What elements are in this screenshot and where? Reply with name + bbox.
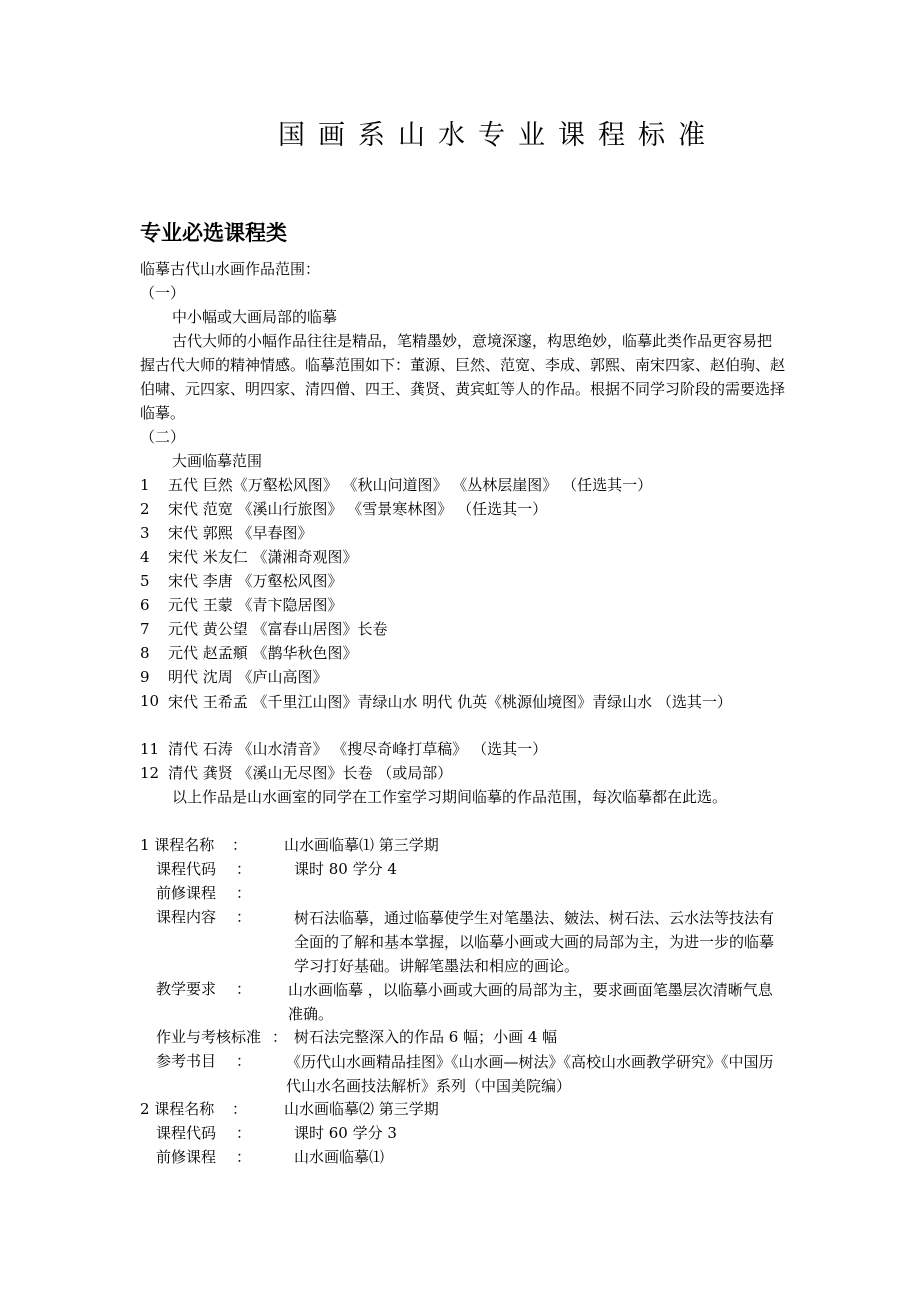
list-item-number: 12 [140,764,160,782]
colon: ： [236,884,252,902]
colon: ： [236,1124,252,1142]
part2-closing: 以上作品是山水画室的同学在工作室学习期间临摹的作品范围，每次临摹都在此选。 [172,788,728,806]
list-item-number: 3 [140,524,150,542]
list-item: 五代 巨然《万壑松风图》 《秋山问道图》 《丛林层崖图》 （任选其一） [168,476,653,494]
course1-books-label: 参考书目 [156,1052,217,1070]
list-item-number: 2 [140,500,150,518]
colon: ： [232,836,248,854]
course2-prereq-value: 山水画临摹⑴ [294,1148,385,1166]
course1-content-value: 树石法临摹，通过临摹使学生对笔墨法、皴法、树石法、云水法等技法有全面的了解和基本掌握，以临摹小画或大画的局部为主，为进一步的临摹学习打好基础。讲解笔墨法和相应的画论。 [294,909,775,975]
course1-books-value: 《历代山水画精品挂图》《山水画—树法》《高校山水画教学研究》《中国历代山水名画技法解析》系列（中国美院编） [286,1053,774,1095]
course2-name-label: 2 课程名称 [140,1100,215,1118]
part1-subtitle: 中小幅或大画局部的临摹 [172,308,338,326]
list-item: 明代 沈周 《庐山高图》 [168,668,328,686]
course2-code-label: 课程代码 [156,1124,217,1142]
course1-prereq-label: 前修课程 [156,884,217,902]
course1-req-label: 教学要求 [156,980,217,998]
part1-body: 古代大师的小幅作品往往是精品，笔精墨妙，意境深邃，构思绝妙，临摹此类作品更容易把握古代大师的精神情感。临摹范围如下：董源、巨然、范宽、李成、郭熙、南宋四家、赵伯驹、赵伯啸、元四家、明四家、清四僧、四王、龚贤、黄宾虹等人的作品。根据不同学习阶段的需要选择临摹。 [140,332,786,422]
course1-code-value: 课时 80 学分 4 [294,860,397,878]
course2-name-value: 山水画临摹⑵ 第三学期 [284,1100,439,1118]
document-title: 国画系山水专业课程标准 [278,120,718,151]
course2-prereq-label: 前修课程 [156,1148,217,1166]
colon: ： [236,1148,252,1166]
list-item: 宋代 米友仁 《潇湘奇观图》 [168,548,358,566]
course1-code-label: 课程代码 [156,860,217,878]
list-item-number: 1 [140,476,150,494]
colon: ： [272,1028,288,1046]
list-item: 元代 赵孟頫 《鹊华秋色图》 [168,644,358,662]
part2-subtitle: 大画临摹范围 [172,452,263,470]
list-item-number: 5 [140,572,150,590]
list-item-number: 8 [140,644,150,662]
course1-content-label: 课程内容 [156,908,217,926]
list-item: 元代 黄公望 《富春山居图》长卷 [168,620,388,638]
part2-marker: （二） [140,428,186,446]
list-item-number: 4 [140,548,150,566]
colon: ： [236,1052,252,1070]
list-item-number: 7 [140,620,150,638]
list-item-number: 10 [140,692,160,710]
list-item: 宋代 王希孟 《千里江山图》青绿山水 明代 仇英《桃源仙境图》青绿山水 （选其一） [168,693,732,711]
list-item: 清代 龚贤 《溪山无尽图》长卷 （或局部） [168,764,453,782]
course1-req-value: 山水画临摹 ，以临摹小画或大画的局部为主，要求画面笔墨层次清晰气息准确。 [288,981,773,1023]
list-item: 宋代 李唐 《万壑松风图》 [168,572,343,590]
course2-code-value: 课时 60 学分 3 [294,1124,397,1142]
part1-marker: （一） [140,284,186,302]
course1-name-label: 1 课程名称 [140,836,215,854]
course1-assess-value: 树石法完整深入的作品 6 幅；小画 4 幅 [294,1028,558,1046]
intro-label: 临摹古代山水画作品范围： [140,260,321,278]
course1-name-value: 山水画临摹⑴ 第三学期 [284,836,439,854]
colon: ： [236,860,252,878]
list-item: 宋代 范宽 《溪山行旅图》 《雪景寒林图》 （任选其一） [168,500,548,518]
list-item: 元代 王蒙 《青卞隐居图》 [168,596,343,614]
section-heading: 专业必选课程类 [140,221,287,245]
list-item-number: 6 [140,596,150,614]
colon: ： [236,908,252,926]
list-item: 宋代 郭熙 《早春图》 [168,524,313,542]
list-item: 清代 石涛 《山水清音》 《搜尽奇峰打草稿》 （选其一） [168,740,548,758]
course1-assess-label: 作业与考核标准 [156,1028,262,1046]
colon: ： [236,980,252,998]
list-item-number: 9 [140,668,150,686]
list-item-number: 11 [140,740,160,758]
colon: ： [232,1100,248,1118]
